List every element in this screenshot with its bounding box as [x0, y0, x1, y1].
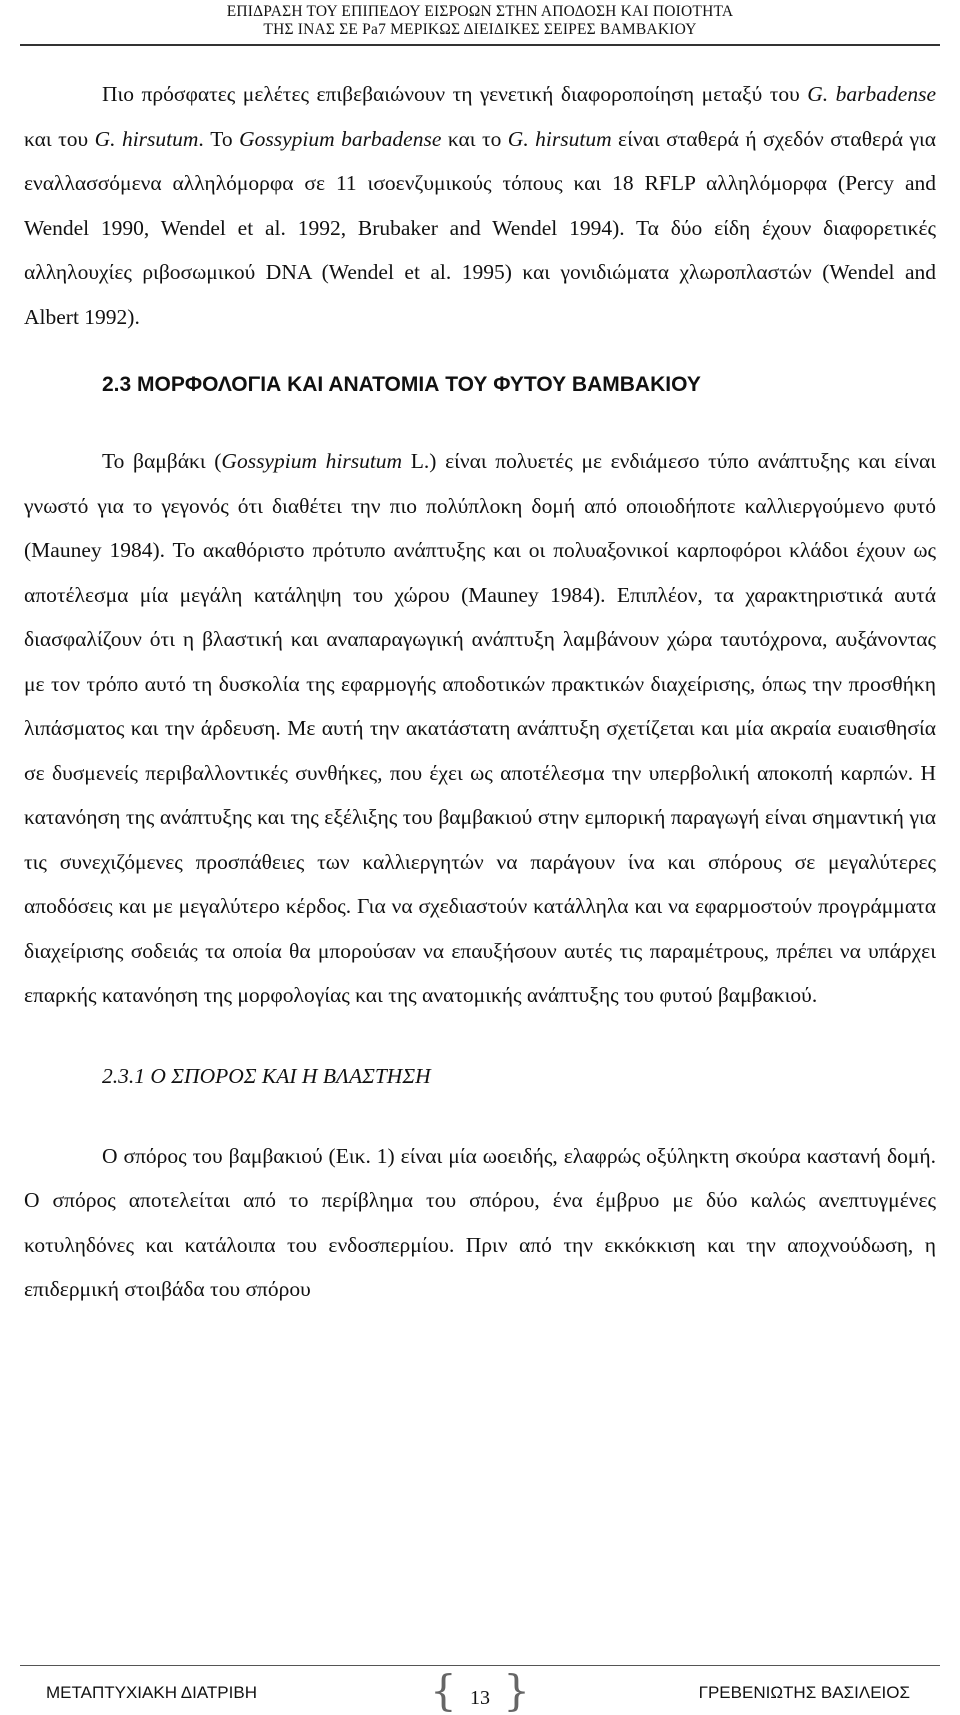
footer-author: ΓΡΕΒΕΝΙΩΤΗΣ ΒΑΣΙΛΕΙΟΣ	[698, 1683, 910, 1702]
left-brace-icon: {	[430, 1666, 457, 1715]
paragraph-genetic-differentiation	[24, 72, 936, 339]
header-title-line-1: ΕΠΙΔΡΑΣΗ ΤΟΥ ΕΠΙΠΕΔΟΥ ΕΙΣΡΟΩΝ ΣΤΗΝ ΑΠΟΔΟΣΗ ΚΑΙ ΠΟΙΟΤΗΤΑ	[226, 3, 734, 20]
subsection-heading-2-3-1: 2.3.1 Ο ΣΠΟΡΟΣ ΚΑΙ Η ΒΛΑΣΤΗΣΗ	[102, 1063, 431, 1088]
species-name: G. barbadense	[807, 82, 936, 106]
species-name: Gossypium barbadense	[239, 126, 442, 151]
page-body	[24, 72, 936, 1312]
right-brace-icon: }	[503, 1666, 530, 1715]
text-run: είναι σταθερά ή σχεδόν σταθερά για εναλλασσόμενα αλληλόμορφα σε 11 ισοενζυμικούς τόπους και 18 RFLP αλληλόμορφα (Percy and Wendel 1990, Wendel et al. 1992, Brubaker and Wendel 1994). Τα δύο είδη έχουν διαφορετικές αλληλουχίες ριβοσωμικού DNA (Wendel et al. 1995) και γονιδιώματα χλωροπλαστών (Wendel and Albert 1992).	[24, 126, 937, 329]
text-run: και του	[24, 126, 95, 151]
paragraph-seed: Ο σπόρος του βαμβακιού (Εικ. 1) είναι μία ωοειδής, ελαφρώς οξύληκτη σκούρα καστανή δομή. Ο σπόρος αποτελείται από το περίβλημα του σπόρου, ένα έμβρυο με δύο καλώς ανεπτυγμένες κοτυληδόνες και κατάλοιπα του ενδοσπερμίου. Πριν από την εκκόκκιση και την αποχνούδωση, η επιδερμική στοιβάδα του σπόρου	[24, 1143, 936, 1301]
page-footer	[0, 1665, 960, 1714]
footer-document-type: ΜΕΤΑΠΤΥΧΙΑΚΗ ΔΙΑΤΡΙΒΗ	[46, 1683, 257, 1702]
species-name: G. hirsutum	[94, 126, 199, 151]
page-number-box	[430, 1665, 530, 1714]
header-divider	[20, 44, 940, 46]
header-title-line-2: ΤΗΣ ΙΝΑΣ ΣΕ Pa7 ΜΕΡΙΚΩΣ ΔΙΕΙΔΙΚΕΣ ΣΕΙΡΕΣ ΒΑΜΒΑΚΙΟΥ	[263, 21, 697, 38]
species-name: Gossypium hirsutum	[221, 449, 403, 473]
text-run: . Το	[198, 126, 240, 151]
spacer	[24, 1098, 936, 1134]
text-run: L.) είναι πολυετές με ενδιάμεσο τύπο ανάπτυξης και είναι γνωστό για το γεγονός ότι διαθέτει την πιο πολύπλοκη δομή από οποιοδήποτε καλλιεργούμενο φυτό (Mauney 1984). Το ακαθόριστο πρότυπο ανάπτυξης και οι πολυαξονικοί καρποφόροι κλάδοι έχουν ως αποτέλεσμα μία μεγάλη κατάληψη του χώρου (Mauney 1984). Επιπλέον, τα χαρακτηριστικά αυτά διασφαλίζουν ότι η βλαστική και αναπαραγωγική ανάπτυξη λαμβάνουν χώρα ταυτόχρονα, αυξάνοντας με τον τρόπο αυτό τη δυσκολία της εφαρμογής αποδοτικών πρακτικών διαχείρισης, όπως την προσθήκη λιπάσματος και την άρδευση. Με αυτή την ακατάστατη ανάπτυξη σχετίζεται και μία ακραία ευαισθησία σε δυσμενείς περιβαλλοντικές συνθήκες, που έχει ως αποτέλεσμα την υπερβολική αποκοπή καρπών. Η κατανόηση της ανάπτυξης και της εξέλιξης του βαμβακιού στην εμπορική παραγωγή είναι σημαντική για τις συνεχιζόμενες προσπάθειες των καλλιεργητών να παράγουν ίνα και σπόρους σε μεγαλύτερες αποδόσεις και με μεγαλύτερο κέρδος. Για να σχεδιαστούν κατάλληλα και να εφαρμοστούν προγράμματα διαχείρισης σοδειάς τα οποία θα μπορούσαν να επαυξήσουν αυτές τις παραμέτρους, πρέπει να υπάρχει επαρκής κατανόηση της μορφολογίας και της ανατομικής ανάπτυξης του φυτού βαμβακιού.	[24, 449, 936, 1007]
text-run: Το βαμβάκι (	[102, 449, 222, 473]
page-number: 13	[470, 1687, 490, 1709]
section-heading-2-3: 2.3 ΜΟΡΦΟΛΟΓΙΑ ΚΑΙ ΑΝΑΤΟΜΙΑ ΤΟΥ ΦΥΤΟΥ ΒΑΜΒΑΚΙΟΥ	[102, 373, 701, 396]
paragraph-morphology	[24, 439, 936, 1018]
text-run: και το	[441, 126, 508, 151]
text-run: Πιο πρόσφατες μελέτες επιβεβαιώνουν τη γενετική διαφοροποίηση μεταξύ του	[102, 82, 808, 106]
species-name: G. hirsutum	[507, 126, 612, 151]
spacer	[24, 407, 936, 439]
